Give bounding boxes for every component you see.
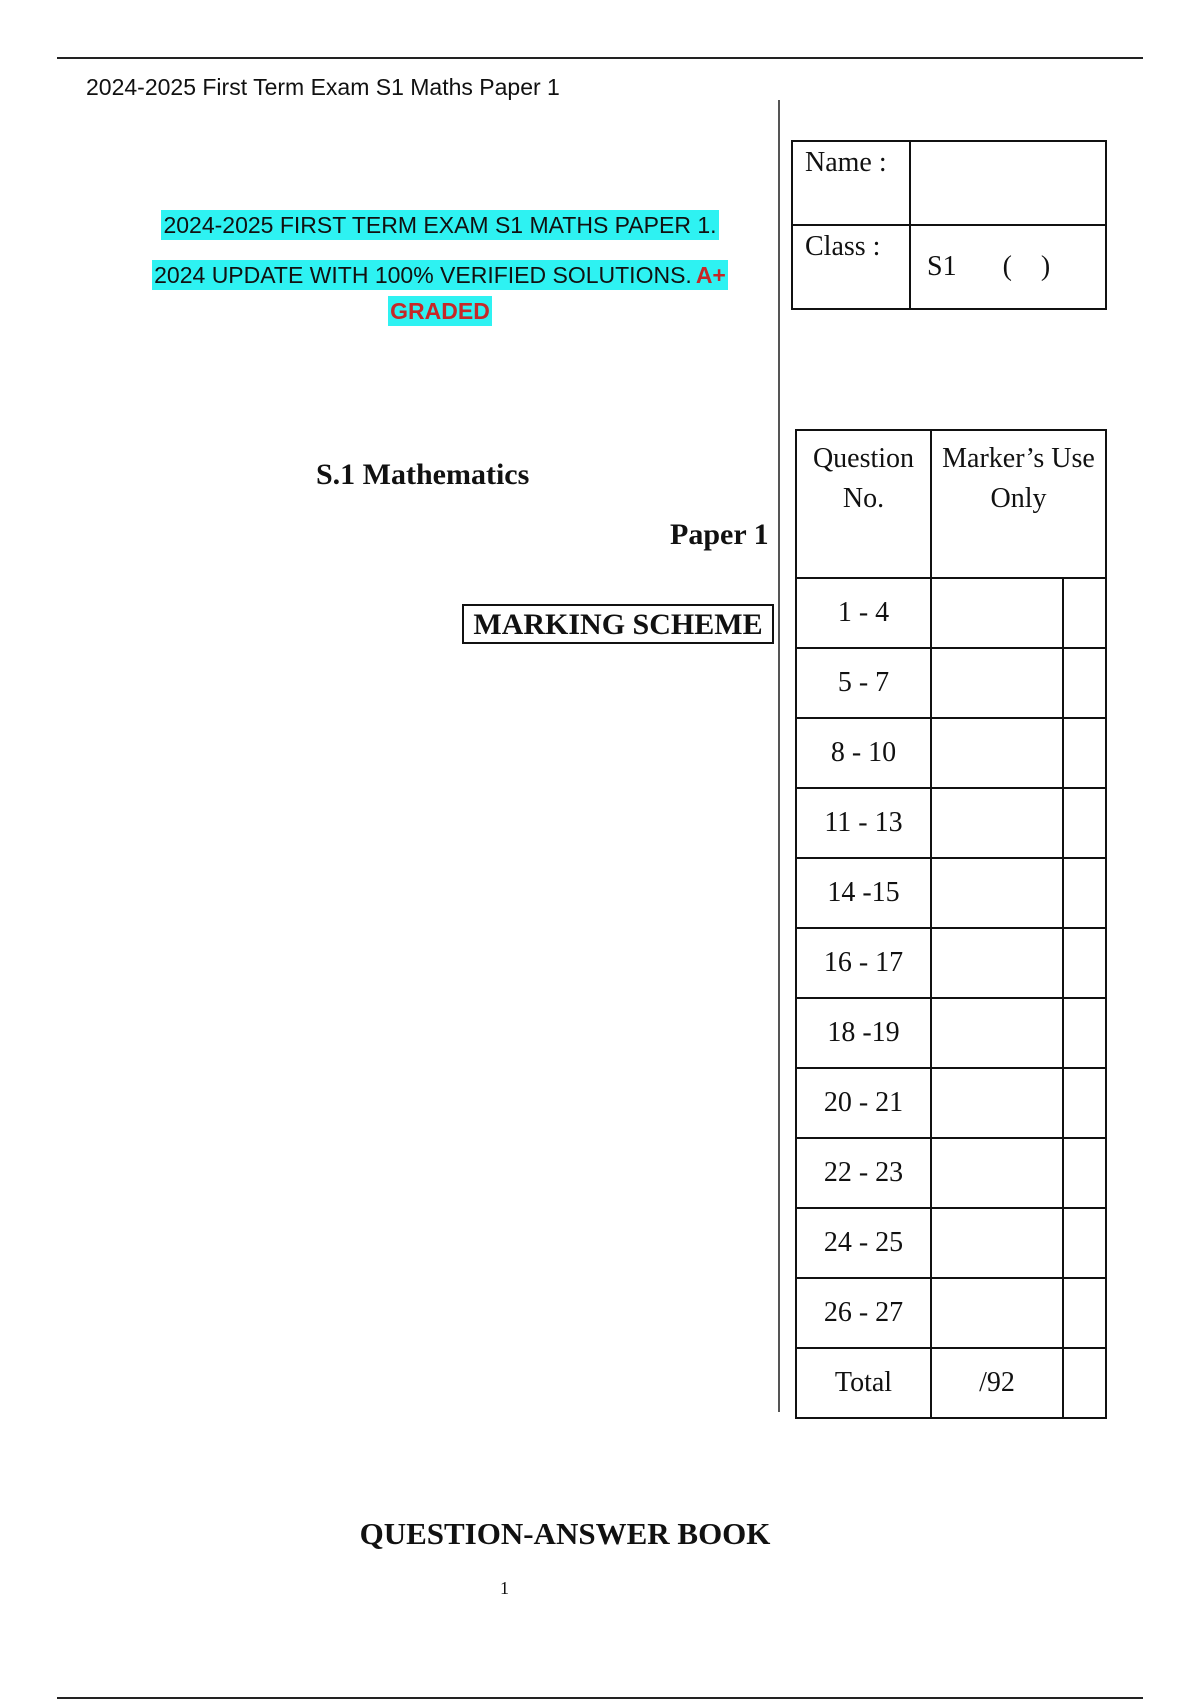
paper-label: Paper 1 xyxy=(670,518,769,551)
marker-table xyxy=(795,429,1107,1419)
extra-mark-cell[interactable] xyxy=(1063,718,1106,788)
banner-title: 2024-2025 FIRST TERM EXAM S1 MATHS PAPER 1. xyxy=(163,212,717,238)
extra-mark-cell[interactable] xyxy=(1063,1068,1106,1138)
subject-title: S.1 Mathematics xyxy=(316,458,530,491)
marker-cell[interactable] xyxy=(931,928,1063,998)
question-range: 14 -15 xyxy=(796,858,931,928)
banner-graded: GRADED xyxy=(390,298,490,324)
table-row xyxy=(796,1278,1106,1348)
extra-mark-cell[interactable] xyxy=(1063,578,1106,648)
marker-cell[interactable] xyxy=(931,1068,1063,1138)
question-range: 18 -19 xyxy=(796,998,931,1068)
marker-cell[interactable] xyxy=(931,648,1063,718)
marker-cell[interactable] xyxy=(931,998,1063,1068)
table-row xyxy=(796,1208,1106,1278)
extra-mark-cell[interactable] xyxy=(1063,928,1106,998)
marker-cell[interactable] xyxy=(931,1278,1063,1348)
header-marker-use: Marker’s Use Only xyxy=(931,430,1106,578)
marker-cell[interactable] xyxy=(931,718,1063,788)
question-range: 22 - 23 xyxy=(796,1138,931,1208)
table-row xyxy=(796,1138,1106,1208)
extra-mark-cell[interactable] xyxy=(1063,1278,1106,1348)
extra-mark-cell[interactable] xyxy=(1063,648,1106,718)
extra-mark-cell[interactable] xyxy=(1063,1208,1106,1278)
top-rule xyxy=(57,57,1143,59)
banner-line-3 xyxy=(140,298,740,325)
marker-cell[interactable] xyxy=(931,788,1063,858)
question-range: 1 - 4 xyxy=(796,578,931,648)
question-range: 11 - 13 xyxy=(796,788,931,858)
total-row xyxy=(796,1348,1106,1418)
class-number-paren: ( ) xyxy=(1002,251,1051,282)
extra-mark-cell[interactable] xyxy=(1063,1138,1106,1208)
name-label: Name : xyxy=(792,141,910,225)
page-number: 1 xyxy=(500,1578,509,1598)
total-label: Total xyxy=(796,1348,931,1418)
table-row xyxy=(796,788,1106,858)
question-range: 24 - 25 xyxy=(796,1208,931,1278)
question-range: 16 - 17 xyxy=(796,928,931,998)
marking-scheme-label: MARKING SCHEME xyxy=(462,604,774,644)
marker-cell[interactable] xyxy=(931,858,1063,928)
question-range: 20 - 21 xyxy=(796,1068,931,1138)
extra-mark-cell[interactable] xyxy=(1063,858,1106,928)
book-title: QUESTION-ANSWER BOOK xyxy=(359,1516,771,1551)
table-row xyxy=(796,718,1106,788)
extra-mark-cell[interactable] xyxy=(1063,1348,1106,1418)
student-info-table xyxy=(791,140,1107,310)
class-field[interactable] xyxy=(910,225,1106,309)
banner-line-1 xyxy=(140,212,740,239)
total-value: /92 xyxy=(931,1348,1063,1418)
banner-grade: A+ xyxy=(695,262,726,288)
marker-cell[interactable] xyxy=(931,1138,1063,1208)
table-row xyxy=(796,578,1106,648)
bottom-rule xyxy=(57,1697,1143,1699)
name-field[interactable] xyxy=(910,141,1106,225)
question-range: 8 - 10 xyxy=(796,718,931,788)
table-row xyxy=(796,1068,1106,1138)
table-row xyxy=(796,648,1106,718)
class-label: Class : xyxy=(792,225,910,309)
question-range: 5 - 7 xyxy=(796,648,931,718)
extra-mark-cell[interactable] xyxy=(1063,788,1106,858)
question-range: 26 - 27 xyxy=(796,1278,931,1348)
marker-cell[interactable] xyxy=(931,1208,1063,1278)
vertical-divider xyxy=(778,100,780,1412)
banner-line-2 xyxy=(140,262,740,289)
class-value: S1 xyxy=(927,251,957,282)
table-row xyxy=(796,998,1106,1068)
running-header: 2024-2025 First Term Exam S1 Maths Paper 1 xyxy=(86,74,560,100)
table-row xyxy=(796,858,1106,928)
marker-table-header xyxy=(796,430,1106,578)
banner-update-text: 2024 UPDATE WITH 100% VERIFIED SOLUTIONS. xyxy=(154,262,692,288)
marker-cell[interactable] xyxy=(931,578,1063,648)
table-row xyxy=(796,928,1106,998)
header-question-no: Question No. xyxy=(796,430,931,578)
extra-mark-cell[interactable] xyxy=(1063,998,1106,1068)
